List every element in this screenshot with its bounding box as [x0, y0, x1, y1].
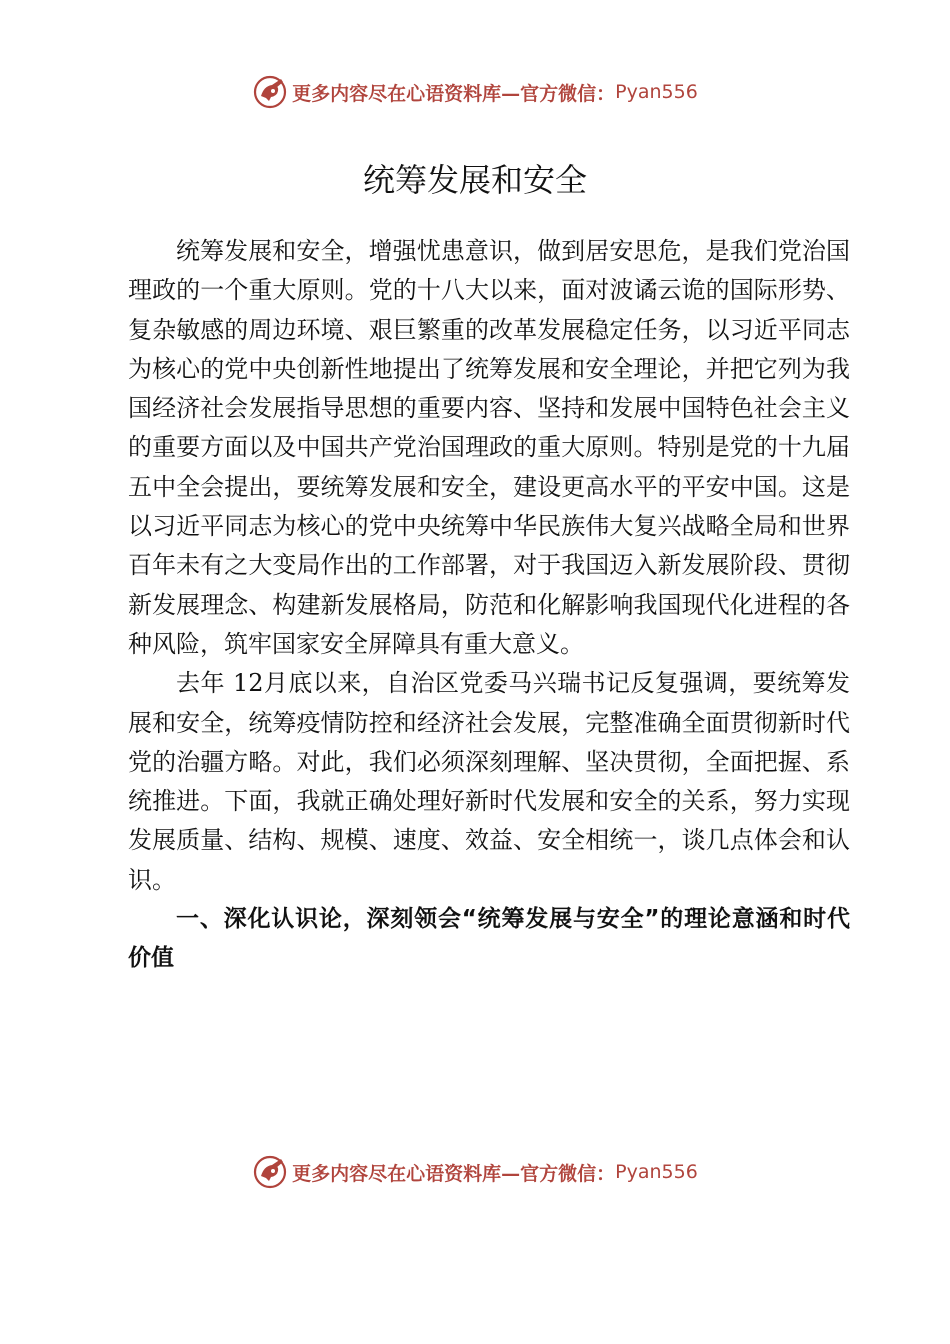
document-title: 统筹发展和安全 [362, 161, 587, 199]
red-fist-logo-icon [252, 1154, 288, 1190]
paragraph-2: 去年 12月底以来，自治区党委马兴瑞书记反复强调，要统筹发展和安全，统筹疫情防控和经济社会发展，完整准确全面贯彻新时代党的治疆方略。对此，我们必须深刻理解、坚决贯彻，全面把握、系统推进。下面，我就正确处理好新时代发展和安全的关系，努力实现发展质量、结构、规模、速度、效益、安全相统一，谈几点体会和认识。 [128, 669, 850, 894]
section-heading-1: 一、深化认识论，深刻领会“统筹发展与安全”的理论意涵和时代价值 [128, 906, 850, 972]
paragraph-1: 统筹发展和安全，增强忧患意识，做到居安思危，是我们党治国理政的一个重大原则。党的十八大以来，面对波谲云诡的国际形势、复杂敏感的周边环境、艰巨繁重的改革发展稳定任务，以习近平同志为核心的党中央创新性地提出了统筹发展和安全理论，并把它列为我国经济社会发展指导思想的重要内容、坚持和发展中国特色社会主义的重要方面以及中国共产党治国理政的重大原则。特别是党的十九届五中全会提出，要统筹发展和安全，建设更高水平的平安中国。这是以习近平同志为核心的党中央统筹中华民族伟大复兴战略全局和世界百年未有之大变局作出的工作部署，对于我国迈入新发展阶段、贯彻新发展理念、构建新发展格局，防范和化解影响我国现代化进程的各种风险，筑牢国家安全屏障具有重大意义。 [128, 237, 850, 658]
watermark-text: 更多内容尽在心语资料库—官方微信： [292, 82, 616, 105]
red-fist-logo-icon [252, 74, 288, 110]
watermark-contact: Pyan556 [615, 81, 698, 103]
watermark-banner-top [0, 70, 950, 114]
document-body [128, 232, 850, 979]
watermark-text: 更多内容尽在心语资料库—官方微信： [292, 1162, 616, 1185]
watermark-banner-bottom [0, 1150, 950, 1194]
watermark-contact: Pyan556 [615, 1161, 698, 1183]
